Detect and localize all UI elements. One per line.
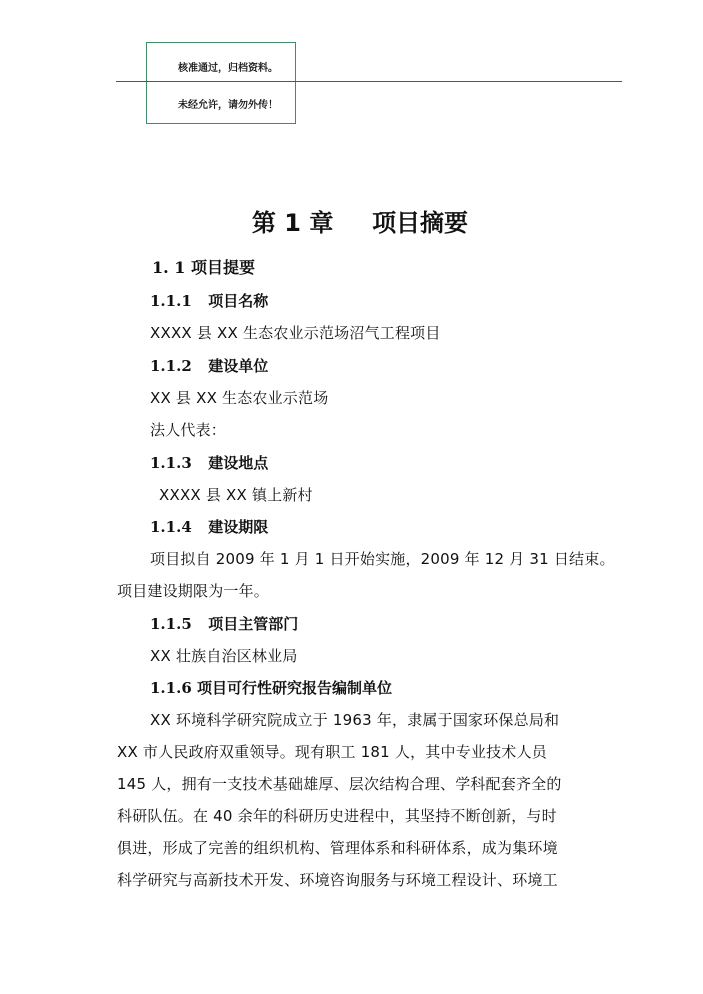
report-text-line: 俱进，形成了完善的组织机构、管理体系和科研体系，成为集环境 [117, 839, 558, 857]
subsection-heading-unit [150, 355, 268, 376]
subsection-heading-name [150, 290, 268, 311]
chapter-name: 项目摘要 [372, 209, 469, 237]
subsection-number: 1.1.6 [150, 679, 192, 697]
subsection-number: 1.1.1 [150, 292, 192, 310]
subsection-heading-dept [150, 613, 298, 634]
subsection-heading-report [150, 677, 392, 698]
subsection-number: 1.1.4 [150, 518, 192, 536]
report-text-line: 145 人，拥有一支技术基础雄厚、层次结构合理、学科配套齐全的 [117, 775, 562, 793]
subsection-heading-period [150, 516, 268, 537]
section-number: 1. 1 [152, 258, 186, 277]
header-rule [116, 81, 622, 82]
section-heading [152, 255, 255, 278]
subsection-title: 建设单位 [208, 357, 269, 375]
project-name-text: XXXX 县 XX 生态农业示范场沼气工程项目 [150, 324, 441, 342]
report-text-line: 科研队伍。在 40 余年的科研历史进程中，其坚持不断创新，与时 [117, 807, 557, 825]
subsection-number: 1.1.2 [150, 357, 192, 375]
subsection-heading-location [150, 452, 268, 473]
legal-rep-text: 法人代表： [150, 421, 227, 439]
stamp-box [146, 42, 296, 124]
dept-text: XX 壮族自治区林业局 [150, 647, 298, 665]
period-text-line1: 项目拟自 2009 年 1 月 1 日开始实施，2009 年 12 月 31 日结束。 [150, 550, 615, 568]
subsection-title: 建设期限 [208, 518, 269, 536]
subsection-title: 项目名称 [208, 292, 269, 310]
chapter-title [0, 203, 703, 238]
subsection-title: 建设地点 [208, 454, 269, 472]
subsection-title: 项目主管部门 [208, 615, 299, 633]
chapter-number: 第 1 章 [251, 209, 334, 237]
section-title: 项目提要 [190, 258, 255, 277]
report-text-line: XX 市人民政府双重领导。现有职工 181 人，其中专业技术人员 [117, 743, 547, 761]
location-text: XXXX 县 XX 镇上新村 [159, 486, 313, 504]
subsection-title: 项目可行性研究报告编制单位 [197, 679, 393, 697]
subsection-number: 1.1.5 [150, 615, 192, 633]
construction-unit-text: XX 县 XX 生态农业示范场 [150, 389, 329, 407]
report-text-line: 科学研究与高新技术开发、环境咨询服务与环境工程设计、环境工 [117, 871, 558, 889]
period-text-line2: 项目建设期限为一年。 [117, 582, 270, 600]
stamp-line-approved: 核准通过，归档资料。 [178, 63, 278, 74]
report-text-line: XX 环境科学研究院成立于 1963 年，隶属于国家环保总局和 [150, 711, 560, 729]
stamp-line-confidential: 未经允许，请勿外传！ [178, 100, 278, 111]
subsection-number: 1.1.3 [150, 454, 192, 472]
